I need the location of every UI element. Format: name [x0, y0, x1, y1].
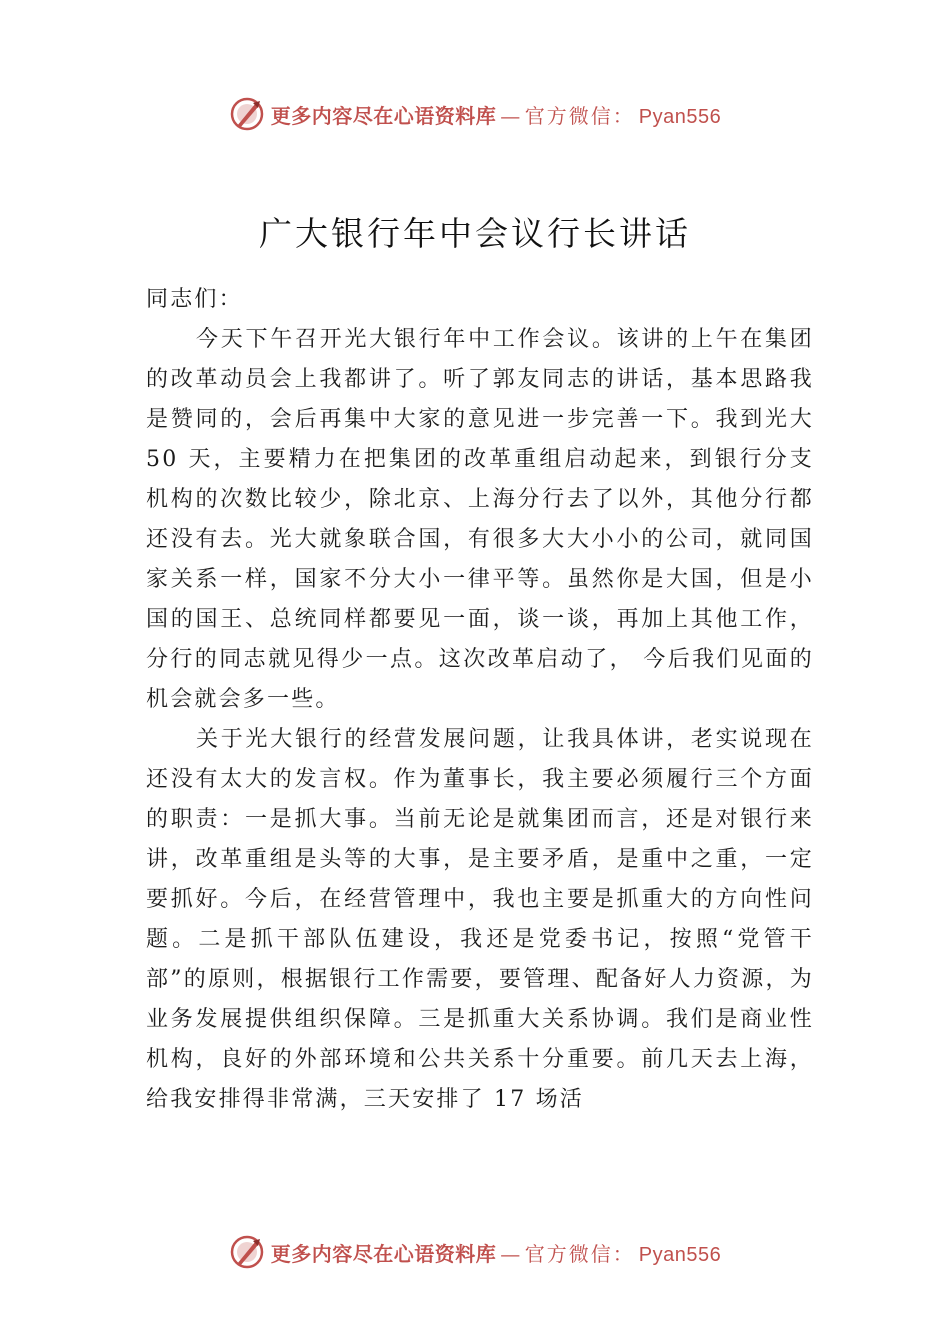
paragraph-2: 关于光大银行的经营发展问题，让我具体讲，老实说现在还没有太大的发言权。作为董事长，我主要必须履行三个方面的职责：一是抓大事。当前无论是就集团而言，还是对银行来讲，改革重组是头等的大事，是主要矛盾，是重中之重，一定要抓好。今后，在经营管理中，我也主要是抓重大的方向性问题。二是抓干部队伍建设，我还是党委书记，按照“党管干部”的原则，根据银行工作需要，要管理、配备好人力资源，为业务发展提供组织保障。三是抓重大关系协调。我们是商业性机构，良好的外部环境和公共关系十分重要。前几天去上海，给我安排得非常满，三天安排了 17 场活 — [146, 727, 814, 1112]
banner-separator: — — [500, 1241, 521, 1266]
banner-text — [271, 100, 721, 129]
document-title: 广大银行年中会议行长讲话 — [259, 214, 691, 254]
quill-seal-icon — [229, 1234, 265, 1270]
banner-wechat-label: 官方微信： — [524, 1241, 635, 1266]
header-banner — [0, 92, 950, 136]
banner-wechat-id: Pyan556 — [638, 105, 722, 128]
banner-text — [271, 1238, 721, 1267]
banner-separator: — — [500, 103, 521, 128]
banner-site-text: 更多内容尽在心语资料库 — [270, 1241, 497, 1266]
greeting: 同志们： — [146, 287, 243, 312]
banner-wechat-label: 官方微信： — [524, 103, 635, 128]
paragraph-1: 今天下午召开光大银行年中工作会议。该讲的上午在集团的改革动员会上我都讲了。听了郭友同志的讲话，基本思路我是赞同的，会后再集中大家的意见进一步完善一下。我到光大 50 天，主要精力在把集团的改革重组启动起来，到银行分支机构的次数比较少，除北京、上海分行去了以外，其他分行都还没有去。光大就象联合国，有很多大大小小的公司，就同国家关系一样，国家不分大小一律平等。虽然你是大国，但是小国的国王、总统同样都要见一面，谈一谈，再加上其他工作，分行的同志就见得少一点。这次改革启动了， 今后我们见面的机会就会多一些。 — [146, 327, 814, 712]
banner-site-text: 更多内容尽在心语资料库 — [270, 103, 497, 128]
document-body — [146, 280, 814, 1120]
banner-wechat-id: Pyan556 — [638, 1243, 722, 1266]
footer-banner — [0, 1230, 950, 1274]
quill-seal-icon — [229, 96, 265, 132]
